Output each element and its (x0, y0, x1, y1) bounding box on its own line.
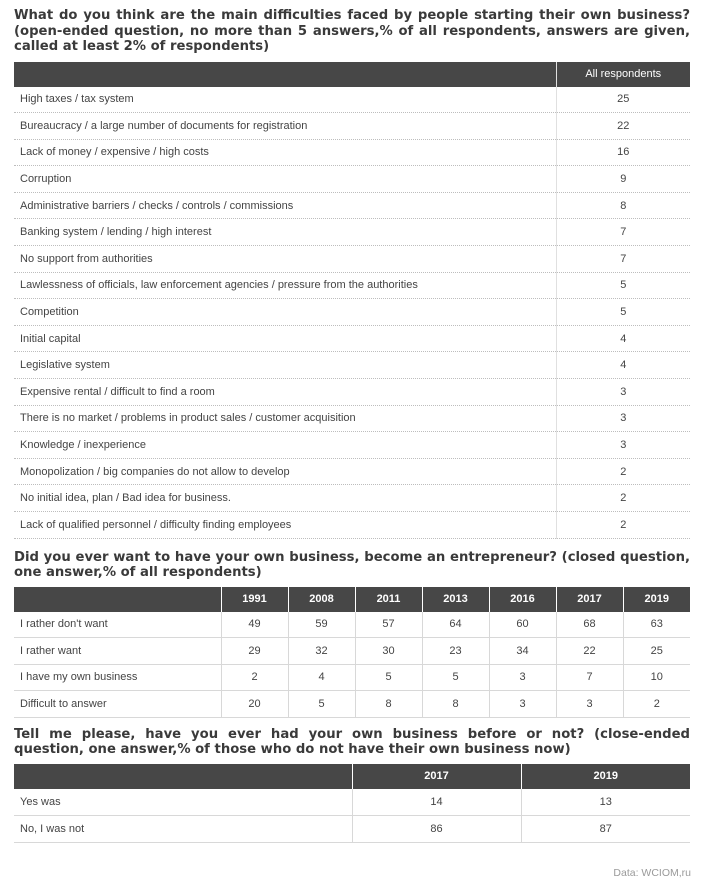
header-blank-cell (14, 764, 352, 789)
year-header: 2017 (352, 764, 521, 789)
table-header-row (14, 62, 690, 87)
row-label: Lack of money / expensive / high costs (14, 139, 556, 166)
question-2-rows (14, 612, 690, 718)
row-label: Competition (14, 299, 556, 326)
table-row (14, 166, 690, 193)
question-1-title: What do you think are the main difficulties faced by people starting their own business? (open-ended question, no more than 5 answers,% of all respondents, answers are given, called at least 2% of respondents) (14, 8, 690, 54)
row-value: 8 (556, 192, 690, 219)
table-row (14, 691, 690, 718)
table-row (14, 638, 690, 665)
row-label: Difficult to answer (14, 691, 221, 718)
row-label: Lack of qualified personnel / difficulty finding employees (14, 512, 556, 539)
column-header-all-respondents: All respondents (556, 62, 690, 87)
table-row (14, 405, 690, 432)
row-value: 30 (355, 638, 422, 665)
row-value: 14 (352, 789, 521, 816)
table-row (14, 815, 690, 842)
row-value: 2 (556, 458, 690, 485)
row-value: 64 (422, 612, 489, 638)
question-2-table (14, 587, 690, 718)
row-value: 2 (623, 691, 690, 718)
table-row (14, 192, 690, 219)
row-label: No, I was not (14, 815, 352, 842)
row-label: Monopolization / big companies do not allow to develop (14, 458, 556, 485)
row-value: 25 (623, 638, 690, 665)
row-label: Legislative system (14, 352, 556, 379)
row-value: 34 (489, 638, 556, 665)
row-label: Lawlessness of officials, law enforcement agencies / pressure from the authorities (14, 272, 556, 299)
row-value: 5 (556, 272, 690, 299)
row-value: 5 (556, 299, 690, 326)
row-value: 10 (623, 664, 690, 691)
year-header: 1991 (221, 587, 288, 612)
row-value: 9 (556, 166, 690, 193)
year-header: 2011 (355, 587, 422, 612)
row-value: 22 (556, 638, 623, 665)
row-value: 63 (623, 612, 690, 638)
row-value: 32 (288, 638, 355, 665)
row-value: 8 (355, 691, 422, 718)
row-value: 4 (556, 325, 690, 352)
row-label: Administrative barriers / checks / controls / commissions (14, 192, 556, 219)
row-label: Knowledge / inexperience (14, 432, 556, 459)
table-row (14, 458, 690, 485)
row-label: I rather don't want (14, 612, 221, 638)
row-value: 57 (355, 612, 422, 638)
row-value: 68 (556, 612, 623, 638)
table-row (14, 113, 690, 140)
row-label: Yes was (14, 789, 352, 816)
table-row (14, 485, 690, 512)
year-header: 2013 (422, 587, 489, 612)
row-value: 86 (352, 815, 521, 842)
table-row (14, 379, 690, 406)
row-label: No support from authorities (14, 246, 556, 273)
header-blank-cell (14, 62, 556, 87)
data-source-note: Data: WCIOM,ru (613, 867, 691, 879)
question-3-title: Tell me please, have you ever had your own business before or not? (close-ended question, one answer,% of those who do not have their own business now) (14, 726, 690, 758)
row-label: Expensive rental / difficult to find a room (14, 379, 556, 406)
row-value: 3 (489, 691, 556, 718)
row-label: I rather want (14, 638, 221, 665)
row-value: 13 (521, 789, 690, 816)
question-2-title: Did you ever want to have your own business, become an entrepreneur? (closed question, one answer,% of all respondents) (14, 549, 690, 581)
row-label: Corruption (14, 166, 556, 193)
row-value: 49 (221, 612, 288, 638)
row-value: 5 (288, 691, 355, 718)
table-row (14, 789, 690, 816)
row-label: I have my own business (14, 664, 221, 691)
row-value: 59 (288, 612, 355, 638)
row-label: Bureaucracy / a large number of documents for registration (14, 113, 556, 140)
table-header-row (14, 764, 690, 789)
row-value: 3 (556, 691, 623, 718)
row-value: 87 (521, 815, 690, 842)
row-value: 22 (556, 113, 690, 140)
row-value: 5 (355, 664, 422, 691)
row-value: 7 (556, 664, 623, 691)
table-row (14, 612, 690, 638)
row-value: 4 (288, 664, 355, 691)
row-value: 20 (221, 691, 288, 718)
table-header-row (14, 587, 690, 612)
row-label: Banking system / lending / high interest (14, 219, 556, 246)
table-row (14, 272, 690, 299)
row-value: 25 (556, 87, 690, 113)
row-value: 3 (556, 379, 690, 406)
table-row (14, 352, 690, 379)
question-3-table (14, 764, 690, 843)
row-label: High taxes / tax system (14, 87, 556, 113)
row-value: 7 (556, 219, 690, 246)
row-label: No initial idea, plan / Bad idea for business. (14, 485, 556, 512)
row-value: 2 (556, 485, 690, 512)
year-header: 2008 (288, 587, 355, 612)
table-row (14, 299, 690, 326)
row-value: 3 (556, 432, 690, 459)
row-label: There is no market / problems in product sales / customer acquisition (14, 405, 556, 432)
year-header: 2019 (623, 587, 690, 612)
row-value: 4 (556, 352, 690, 379)
row-label: Initial capital (14, 325, 556, 352)
table-row (14, 432, 690, 459)
row-value: 60 (489, 612, 556, 638)
year-header: 2016 (489, 587, 556, 612)
table-row (14, 246, 690, 273)
table-row (14, 512, 690, 539)
table-row (14, 325, 690, 352)
year-header: 2017 (556, 587, 623, 612)
table-row (14, 664, 690, 691)
header-blank-cell (14, 587, 221, 612)
table-row (14, 87, 690, 113)
table-row (14, 139, 690, 166)
row-value: 2 (556, 512, 690, 539)
question-1-table (14, 62, 690, 539)
survey-page (14, 8, 690, 843)
row-value: 3 (556, 405, 690, 432)
question-1-rows (14, 87, 690, 539)
row-value: 8 (422, 691, 489, 718)
row-value: 23 (422, 638, 489, 665)
year-header: 2019 (521, 764, 690, 789)
row-value: 2 (221, 664, 288, 691)
row-value: 7 (556, 246, 690, 273)
row-value: 3 (489, 664, 556, 691)
question-3-rows (14, 789, 690, 843)
table-row (14, 219, 690, 246)
row-value: 5 (422, 664, 489, 691)
row-value: 16 (556, 139, 690, 166)
row-value: 29 (221, 638, 288, 665)
